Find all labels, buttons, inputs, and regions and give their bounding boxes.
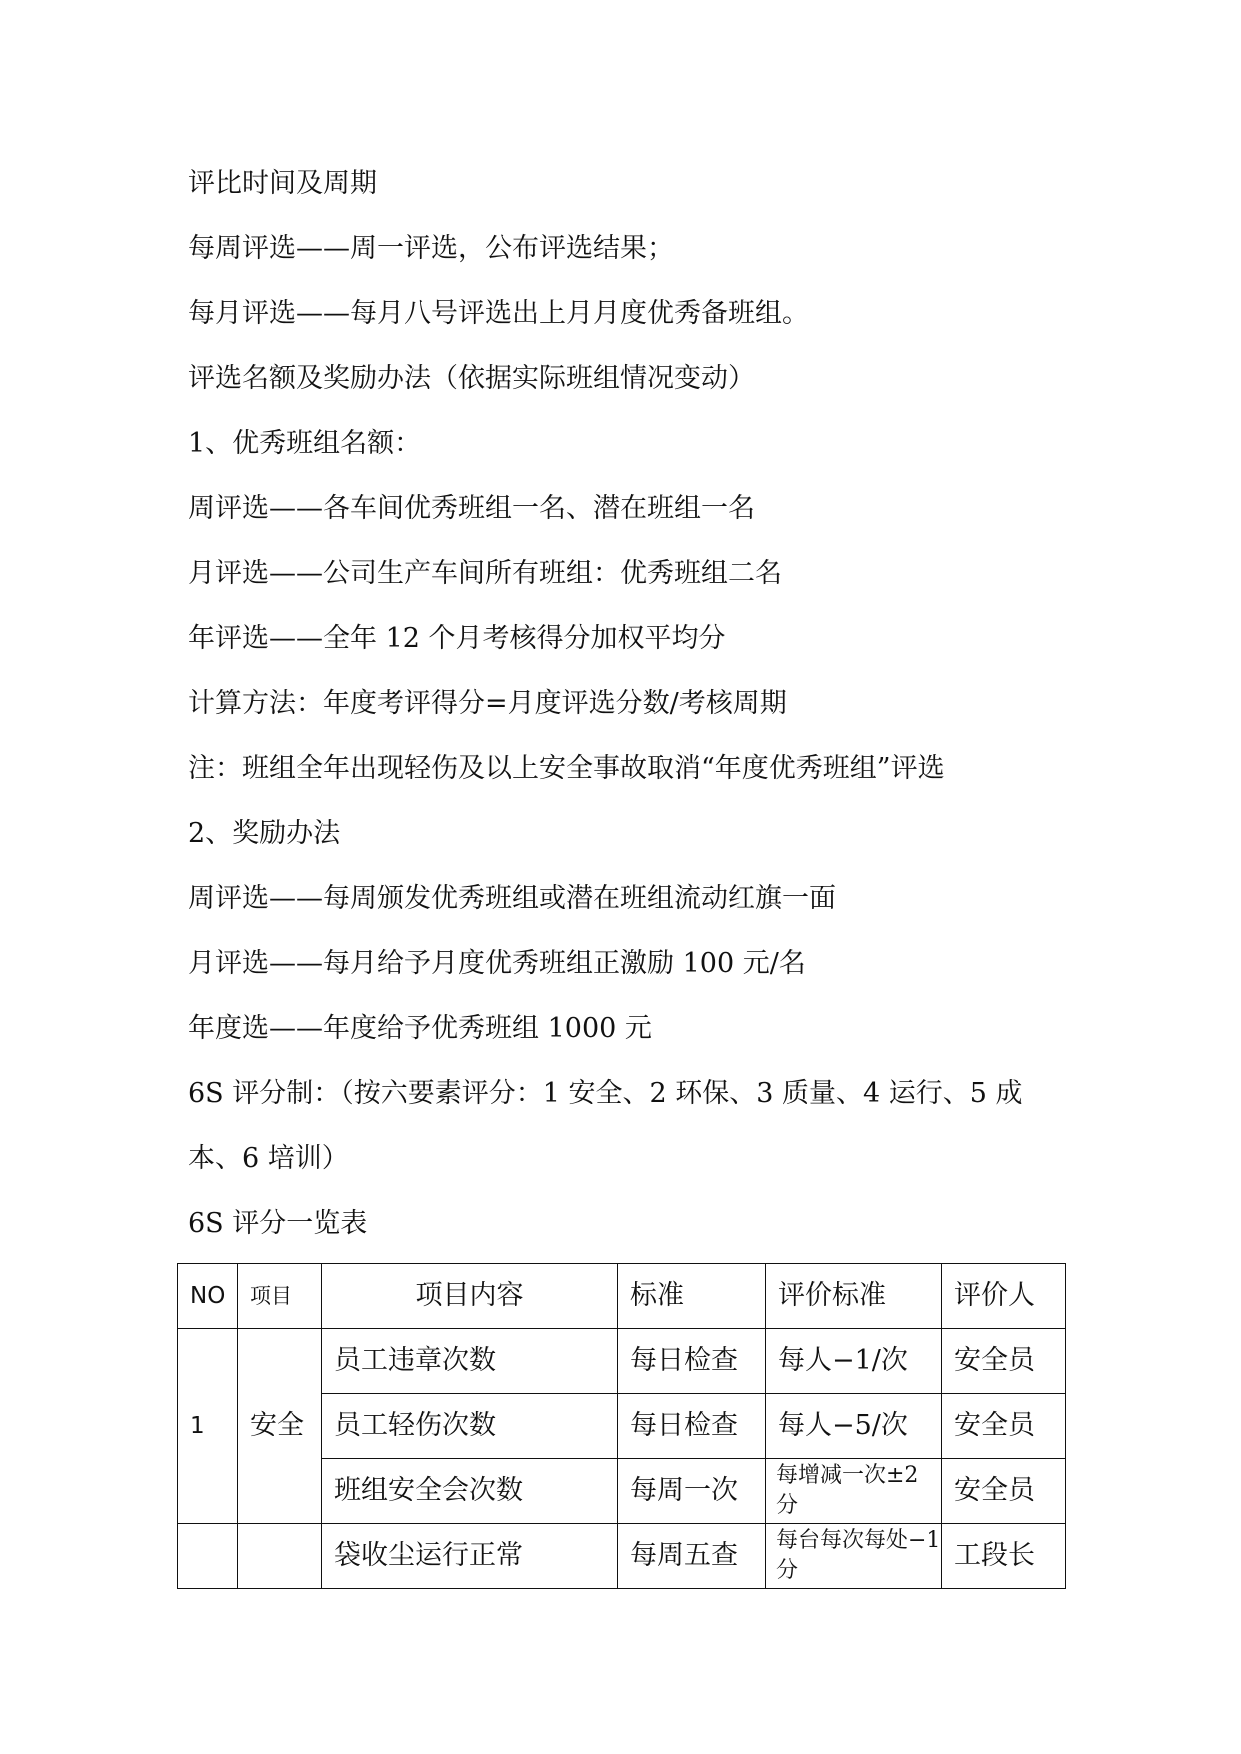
text-line-monthly-reward: 月评选——每月给予月度优秀班组正激励 100 元/名 bbox=[188, 948, 806, 979]
cell-standard: 每日检查 bbox=[618, 1394, 766, 1459]
table-header-row bbox=[178, 1264, 1066, 1329]
cell-evaluator: 安全员 bbox=[942, 1394, 1066, 1459]
header-evaluator: 评价人 bbox=[942, 1264, 1066, 1329]
text-line-6s-scoring: 6S 评分制：（按六要素评分：1 安全、2 环保、3 质量、4 运行、5 成 bbox=[188, 1078, 1023, 1109]
text-line-note: 注：班组全年出现轻伤及以上安全事故取消“年度优秀班组”评选 bbox=[188, 753, 945, 784]
cell-no bbox=[178, 1524, 238, 1589]
cell-standard: 每周五查 bbox=[618, 1524, 766, 1589]
cell-eval-standard: 每人−1/次 bbox=[766, 1329, 942, 1394]
text-line-monthly-quota: 月评选——公司生产车间所有班组：优秀班组二名 bbox=[188, 558, 782, 589]
cell-content: 班组安全会次数 bbox=[322, 1459, 618, 1524]
text-line-weekly-selection: 每周评选——周一评选，公布评选结果； bbox=[188, 233, 674, 264]
text-line-schedule-title: 评比时间及周期 bbox=[188, 168, 377, 199]
cell-content: 员工轻伤次数 bbox=[322, 1394, 618, 1459]
text-line-6s-scoring-cont: 本、6 培训） bbox=[188, 1143, 349, 1174]
table-row bbox=[178, 1329, 1066, 1394]
text-line-calculation: 计算方法：年度考评得分=月度评选分数/考核周期 bbox=[188, 688, 787, 719]
text-line-quota-title: 评选名额及奖励办法（依据实际班组情况变动） bbox=[188, 363, 755, 394]
cell-eval-standard: 每台每次每处−1 分 bbox=[766, 1524, 942, 1589]
header-no: NO bbox=[178, 1264, 238, 1329]
text-line-monthly-selection: 每月评选——每月八号评选出上月月度优秀备班组。 bbox=[188, 298, 809, 329]
header-standard: 标准 bbox=[618, 1264, 766, 1329]
header-content: 项目内容 bbox=[322, 1264, 618, 1329]
6s-score-table bbox=[177, 1263, 1066, 1589]
cell-item bbox=[238, 1524, 322, 1589]
text-line-table-title: 6S 评分一览表 bbox=[188, 1208, 368, 1239]
table-row bbox=[178, 1524, 1066, 1589]
cell-no: 1 bbox=[178, 1329, 238, 1524]
cell-standard: 每日检查 bbox=[618, 1329, 766, 1394]
text-line-yearly-quota: 年评选——全年 12 个月考核得分加权平均分 bbox=[188, 623, 726, 654]
cell-item: 安全 bbox=[238, 1329, 322, 1524]
text-line-yearly-reward: 年度选——年度给予优秀班组 1000 元 bbox=[188, 1013, 652, 1044]
text-line-weekly-reward: 周评选——每周颁发优秀班组或潜在班组流动红旗一面 bbox=[188, 883, 836, 914]
cell-eval-standard: 每增减一次±2 分 bbox=[766, 1459, 942, 1524]
text-line-reward-heading: 2、奖励办法 bbox=[188, 818, 341, 849]
cell-evaluator: 安全员 bbox=[942, 1329, 1066, 1394]
header-item: 项目 bbox=[238, 1264, 322, 1329]
cell-evaluator: 安全员 bbox=[942, 1459, 1066, 1524]
cell-standard: 每周一次 bbox=[618, 1459, 766, 1524]
cell-evaluator: 工段长 bbox=[942, 1524, 1066, 1589]
text-line-weekly-quota: 周评选——各车间优秀班组一名、潜在班组一名 bbox=[188, 493, 755, 524]
cell-content: 袋收尘运行正常 bbox=[322, 1524, 618, 1589]
cell-eval-standard: 每人−5/次 bbox=[766, 1394, 942, 1459]
cell-content: 员工违章次数 bbox=[322, 1329, 618, 1394]
text-line-quota-heading: 1、优秀班组名额： bbox=[188, 428, 422, 459]
header-eval-standard: 评价标准 bbox=[766, 1264, 942, 1329]
